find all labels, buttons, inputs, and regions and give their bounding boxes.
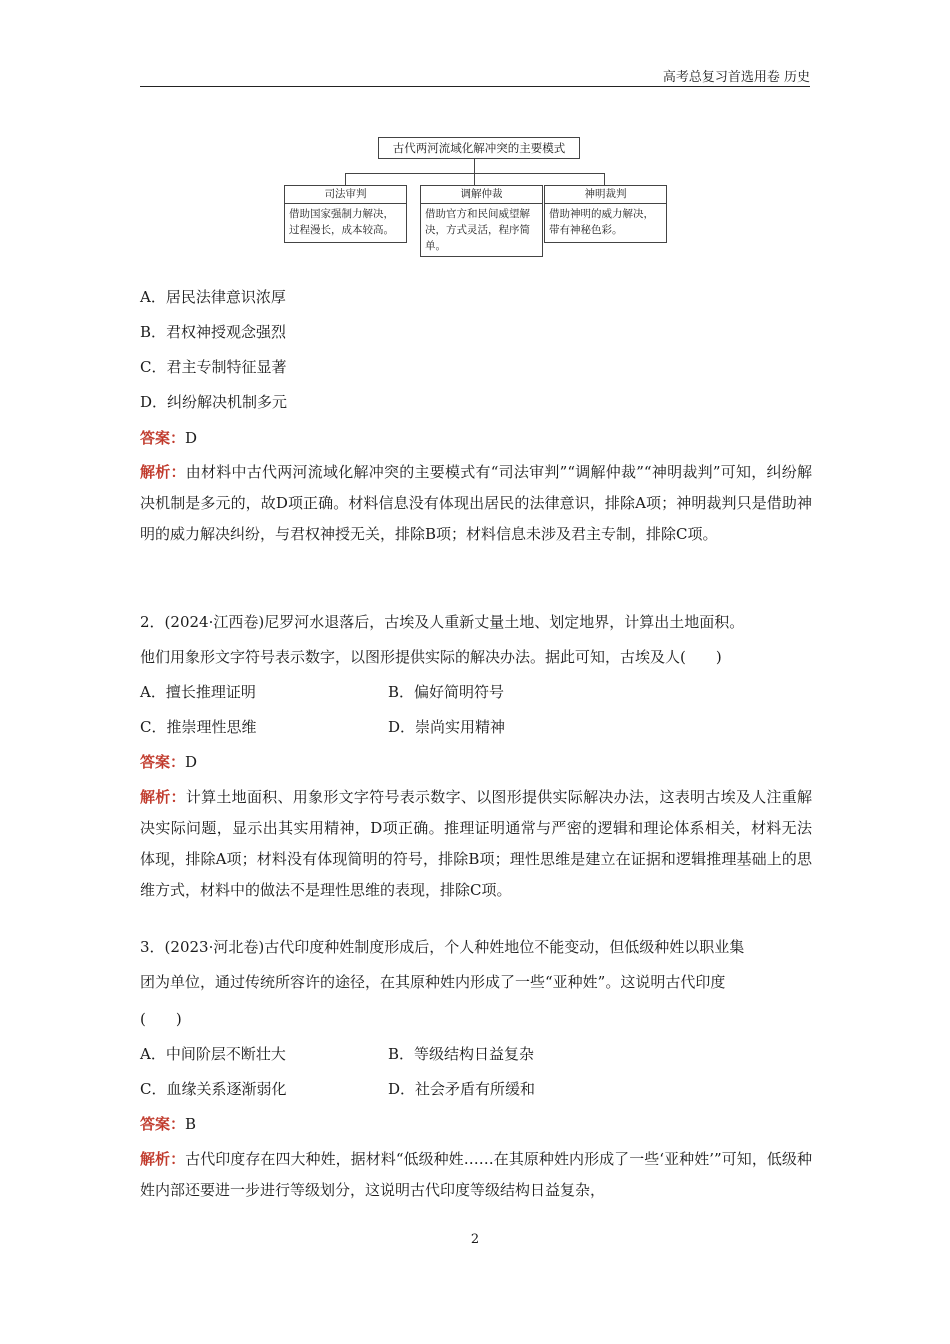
analysis-text: 计算土地面积、用象形文字符号表示数字、以图形提供实际解决办法，这表明古埃及人注重解决实际问题，显示出其实用精神，D项正确。推理证明通常与严密的逻辑和理论体系相关，材料无法体现，排除A项；材料没有体现简明的符号，排除B项；理性思维是建立在证据和逻辑推理基础上的思维方式，材料中的做法不是理性思维的表现，排除C项。 [140,788,812,899]
q2-stem-line1: 2．(2024·江西卷)尼罗河水退落后，古埃及人重新丈量土地、划定地界，计算出土地面积。 [140,613,745,631]
q1-option-b: B．君权神授观念强烈 [140,323,287,341]
page-header [140,66,810,87]
answer-label: 答案： [140,429,186,447]
diagram-box-body: 借助官方和民间威望解决，方式灵活，程序简单。 [425,208,530,252]
page-number: 2 [470,1232,480,1247]
answer-value: B [185,1115,197,1133]
q3-analysis [140,1144,812,1206]
q2-analysis [140,782,812,906]
q3-option-d: D．社会矛盾有所缓和 [388,1080,536,1098]
q3-stem-line2: 团为单位，通过传统所容许的途径，在其原种姓内形成了一些“亚种姓”。这说明古代印度 [140,973,726,991]
q3-option-c: C．血缘关系逐渐弱化 [140,1080,287,1098]
q2-option-b: B．偏好简明符号 [388,683,505,701]
diagram-box-mediation [420,185,543,257]
q2-stem-line2: 他们用象形文字符号表示数字，以图形提供实际的解决办法。据此可知，古埃及人( ) [140,648,722,666]
answer-value: D [185,753,198,771]
q3-stem-line3: ( ) [140,1010,182,1028]
analysis-label: 解析： [140,463,186,481]
analysis-text: 古代印度存在四大种姓，据材料“低级种姓……在其原种姓内形成了一些‘亚种姓’”可知，低级种姓内部还要进一步进行等级划分，这说明古代印度等级结构日益复杂， [140,1150,812,1199]
diagram-connector [474,159,475,173]
answer-label: 答案： [140,1115,186,1133]
analysis-text: 由材料中古代两河流域化解冲突的主要模式有“司法审判”“调解仲裁”“神明裁判”可知，纠纷解决机制是多元的，故D项正确。材料信息没有体现出居民的法律意识，排除A项；神明裁判只是借助神明的威力解决纠纷，与君权神授无关，排除B项；材料信息未涉及君主专制，排除C项。 [140,463,812,543]
header-title: 高考总复习首选用卷 历史 [662,70,810,85]
analysis-label: 解析： [140,1150,186,1168]
diagram-box-head: 调解仲裁 [421,186,542,204]
answer-label: 答案： [140,753,186,771]
diagram-box-divine [544,185,667,243]
q1-answer [140,429,197,447]
diagram-box-body: 借助神明的威力解决，带有神秘色彩。 [549,208,654,236]
diagram-connector [345,173,346,185]
diagram-box-head: 司法审判 [285,186,406,204]
q1-option-a: A．居民法律意识浓厚 [140,288,286,306]
diagram-box-body: 借助国家强制力解决，过程漫长，成本较高。 [289,208,394,236]
diagram-box-head: 神明裁判 [545,186,666,204]
q1-analysis [140,457,812,550]
diagram-connector [604,173,605,185]
conflict-resolution-diagram [284,137,666,259]
q2-option-c: C．推崇理性思维 [140,718,257,736]
answer-value: D [185,429,198,447]
diagram-connector [474,173,475,185]
q3-option-b: B．等级结构日益复杂 [388,1045,535,1063]
q2-answer [140,753,197,771]
q3-option-a: A．中间阶层不断壮大 [140,1045,286,1063]
diagram-box-judicial [284,185,407,243]
q3-stem-line1: 3．(2023·河北卷)古代印度种姓制度形成后，个人种姓地位不能变动，但低级种姓以职业集 [140,938,745,956]
diagram-title: 古代两河流域化解冲突的主要模式 [378,137,580,159]
q2-option-a: A．擅长推理证明 [140,683,256,701]
q1-option-d: D．纠纷解决机制多元 [140,393,288,411]
q1-option-c: C．君主专制特征显著 [140,358,287,376]
q3-answer [140,1115,196,1133]
q2-option-d: D．崇尚实用精神 [388,718,506,736]
analysis-label: 解析： [140,788,186,806]
